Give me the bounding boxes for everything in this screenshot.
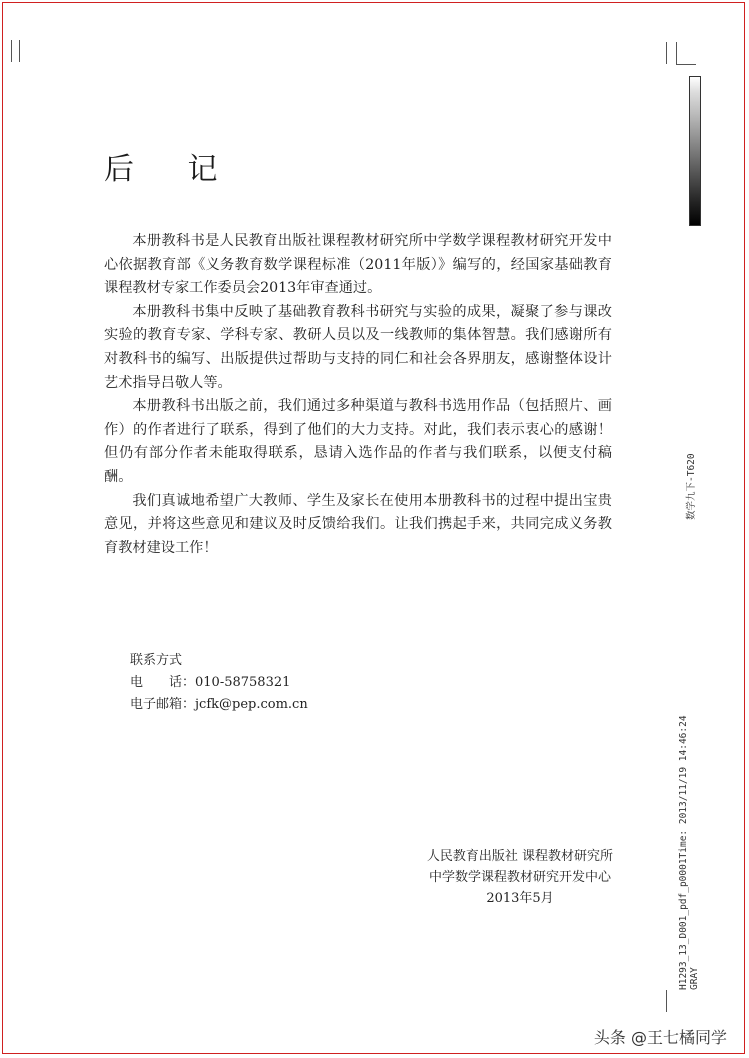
crop-mark-top-right-3	[676, 64, 696, 65]
signoff-line-1: 人民教育出版社 课程教材研究所	[426, 849, 614, 864]
side-book-code: 数学九下-T620	[686, 453, 697, 520]
paragraph-1: 本册教科书是人民教育出版社课程教材研究所中学数学课程教材研究开发中心依据教育部《义务教育数学课程标准（2011年版）》编写的，经国家基础教育课程教材专家工作委员会2013年审查通过。	[104, 233, 612, 297]
side-gray-label: GRAY	[689, 967, 700, 990]
phone-label: 电 话：	[130, 675, 196, 690]
crop-mark-top-right	[666, 42, 667, 64]
watermark: 头条 @王七橘同学	[593, 1028, 727, 1047]
signoff-line-2: 中学数学课程教材研究开发中心	[428, 870, 611, 885]
signoff	[420, 846, 620, 909]
crop-mark-top-right-2	[676, 42, 677, 64]
crop-mark-top-left	[11, 40, 12, 62]
email-row	[130, 694, 308, 716]
contact-info	[130, 650, 308, 716]
body-text	[104, 230, 612, 560]
paragraph-4: 我们真诚地希望广大教师、学生及家长在使用本册教科书的过程中提出宝贵意见，并将这些意见和建议及时反馈给我们。让我们携起手来，共同完成义务教育教材建设工作！	[104, 492, 612, 556]
paragraph-2: 本册教科书集中反映了基础教育教科书研究与实验的成果，凝聚了参与课改实验的教育专家、学科专家、教研人员以及一线教师的集体智慧。我们感谢所有对教科书的编写、出版提供过帮助与支持的同仁和社会各界朋友，感谢整体设计艺术指导吕敬人等。	[104, 303, 612, 391]
contact-heading: 联系方式	[130, 653, 183, 668]
phone-value: 010-58758321	[195, 675, 291, 690]
gray-scale-bar	[689, 76, 701, 226]
paragraph-3: 本册教科书出版之前，我们通过多种渠道与教科书选用作品（包括照片、画作）的作者进行了联系，得到了他们的大力支持。对此，我们表示衷心的感谢！但仍有部分作者未能取得联系，恳请入选作品的作者与我们联系，以便支付稿酬。	[104, 398, 612, 485]
page-title: 后 记	[104, 152, 240, 187]
email-label: 电子邮箱：	[130, 697, 196, 712]
signoff-date: 2013年5月	[486, 891, 554, 906]
crop-mark-bottom-right	[666, 990, 667, 1012]
email-value: jcfk@pep.com.cn	[195, 697, 308, 712]
phone-row	[130, 672, 308, 694]
side-timestamp: H1293_13_D001_pdf_p0001Time: 2013/11/19 14:46:24	[678, 715, 689, 990]
crop-mark-top-left-2	[19, 40, 20, 62]
